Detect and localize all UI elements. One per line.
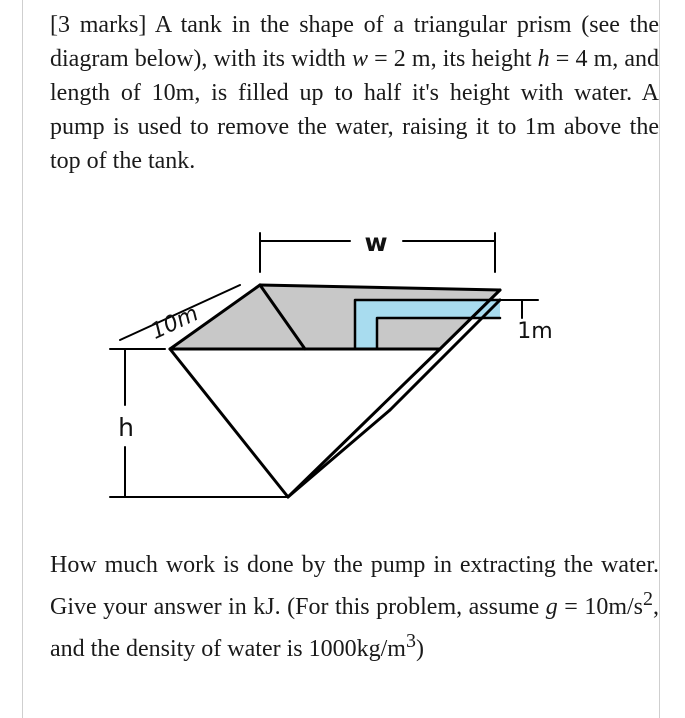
tank-back-slope (288, 410, 390, 497)
lift-label: 1m (517, 319, 553, 344)
height-label: h (118, 413, 134, 442)
question-text: [3 marks] A tank in the shape of a triangular prism (see the diagram below), with its width w = 2 m, its height h = 4 m, and length of 10m, is filled up to half it's height with water. A pump is used to remove the water, raising it to 1m above the top of the tank. (50, 12, 660, 174)
tank-right-slope (288, 349, 440, 497)
followup-text: How much work is done by the pump in extracting the water. Give your answer in kJ. (For this problem, assume $g = 10m/s^2$, and the density of water is $1000kg/m^3$) (50, 552, 659, 662)
h-symbol: h (537, 46, 550, 72)
w-symbol: w (351, 46, 368, 72)
tank-left-slope (170, 349, 288, 497)
length-label: 10m (146, 301, 203, 345)
g-symbol: g (545, 594, 558, 620)
width-label: w (364, 228, 388, 257)
